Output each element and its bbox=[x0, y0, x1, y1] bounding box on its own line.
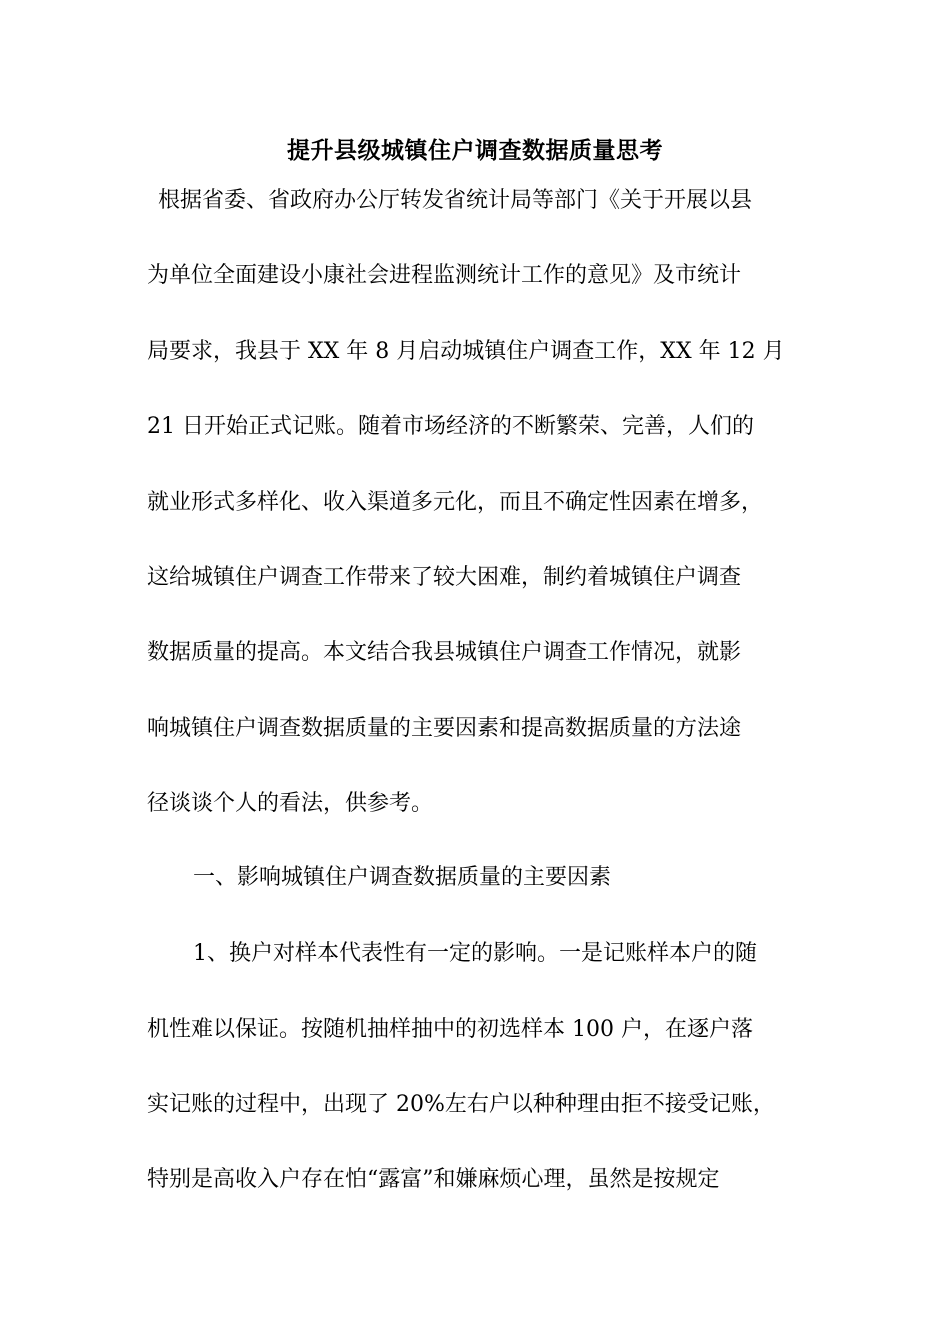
paragraph-line: 为单位全面建设小康社会进程监测统计工作的意见》及市统计 bbox=[147, 263, 742, 288]
paragraph-line: 机性难以保证。按随机抽样抽中的初选样本 100 户，在逐户落 bbox=[147, 1017, 753, 1042]
paragraph-line: 特别是高收入户存在怕“露富”和嫌麻烦心理，虽然是按规定 bbox=[147, 1167, 720, 1192]
paragraph-line: 21 日开始正式记账。随着市场经济的不断繁荣、完善，人们的 bbox=[147, 414, 754, 439]
paragraph-line: 局要求，我县于 XX 年 8 月启动城镇住户调查工作，XX 年 12 月 bbox=[147, 339, 785, 364]
document-title: 提升县级城镇住户调查数据质量思考 bbox=[287, 137, 663, 164]
paragraph-line: 数据质量的提高。本文结合我县城镇住户调查工作情况，就影 bbox=[147, 640, 742, 665]
paragraph-line: 径谈谈个人的看法，供参考。 bbox=[147, 791, 434, 816]
paragraph-line: 这给城镇住户调查工作带来了较大困难，制约着城镇住户调查 bbox=[147, 565, 742, 590]
paragraph-line: 1、换户对样本代表性有一定的影响。一是记账样本户的随 bbox=[193, 941, 757, 966]
paragraph-line: 响城镇住户调查数据质量的主要因素和提高数据质量的方法途 bbox=[147, 716, 742, 741]
paragraph-line: 根据省委、省政府办公厅转发省统计局等部门《关于开展以县 bbox=[158, 188, 753, 213]
section-heading: 一、影响城镇住户调查数据质量的主要因素 bbox=[193, 865, 612, 890]
paragraph-line: 就业形式多样化、收入渠道多元化，而且不确定性因素在增多， bbox=[147, 490, 764, 515]
paragraph-line: 实记账的过程中，出现了 20%左右户以种种理由拒不接受记账， bbox=[147, 1092, 775, 1117]
